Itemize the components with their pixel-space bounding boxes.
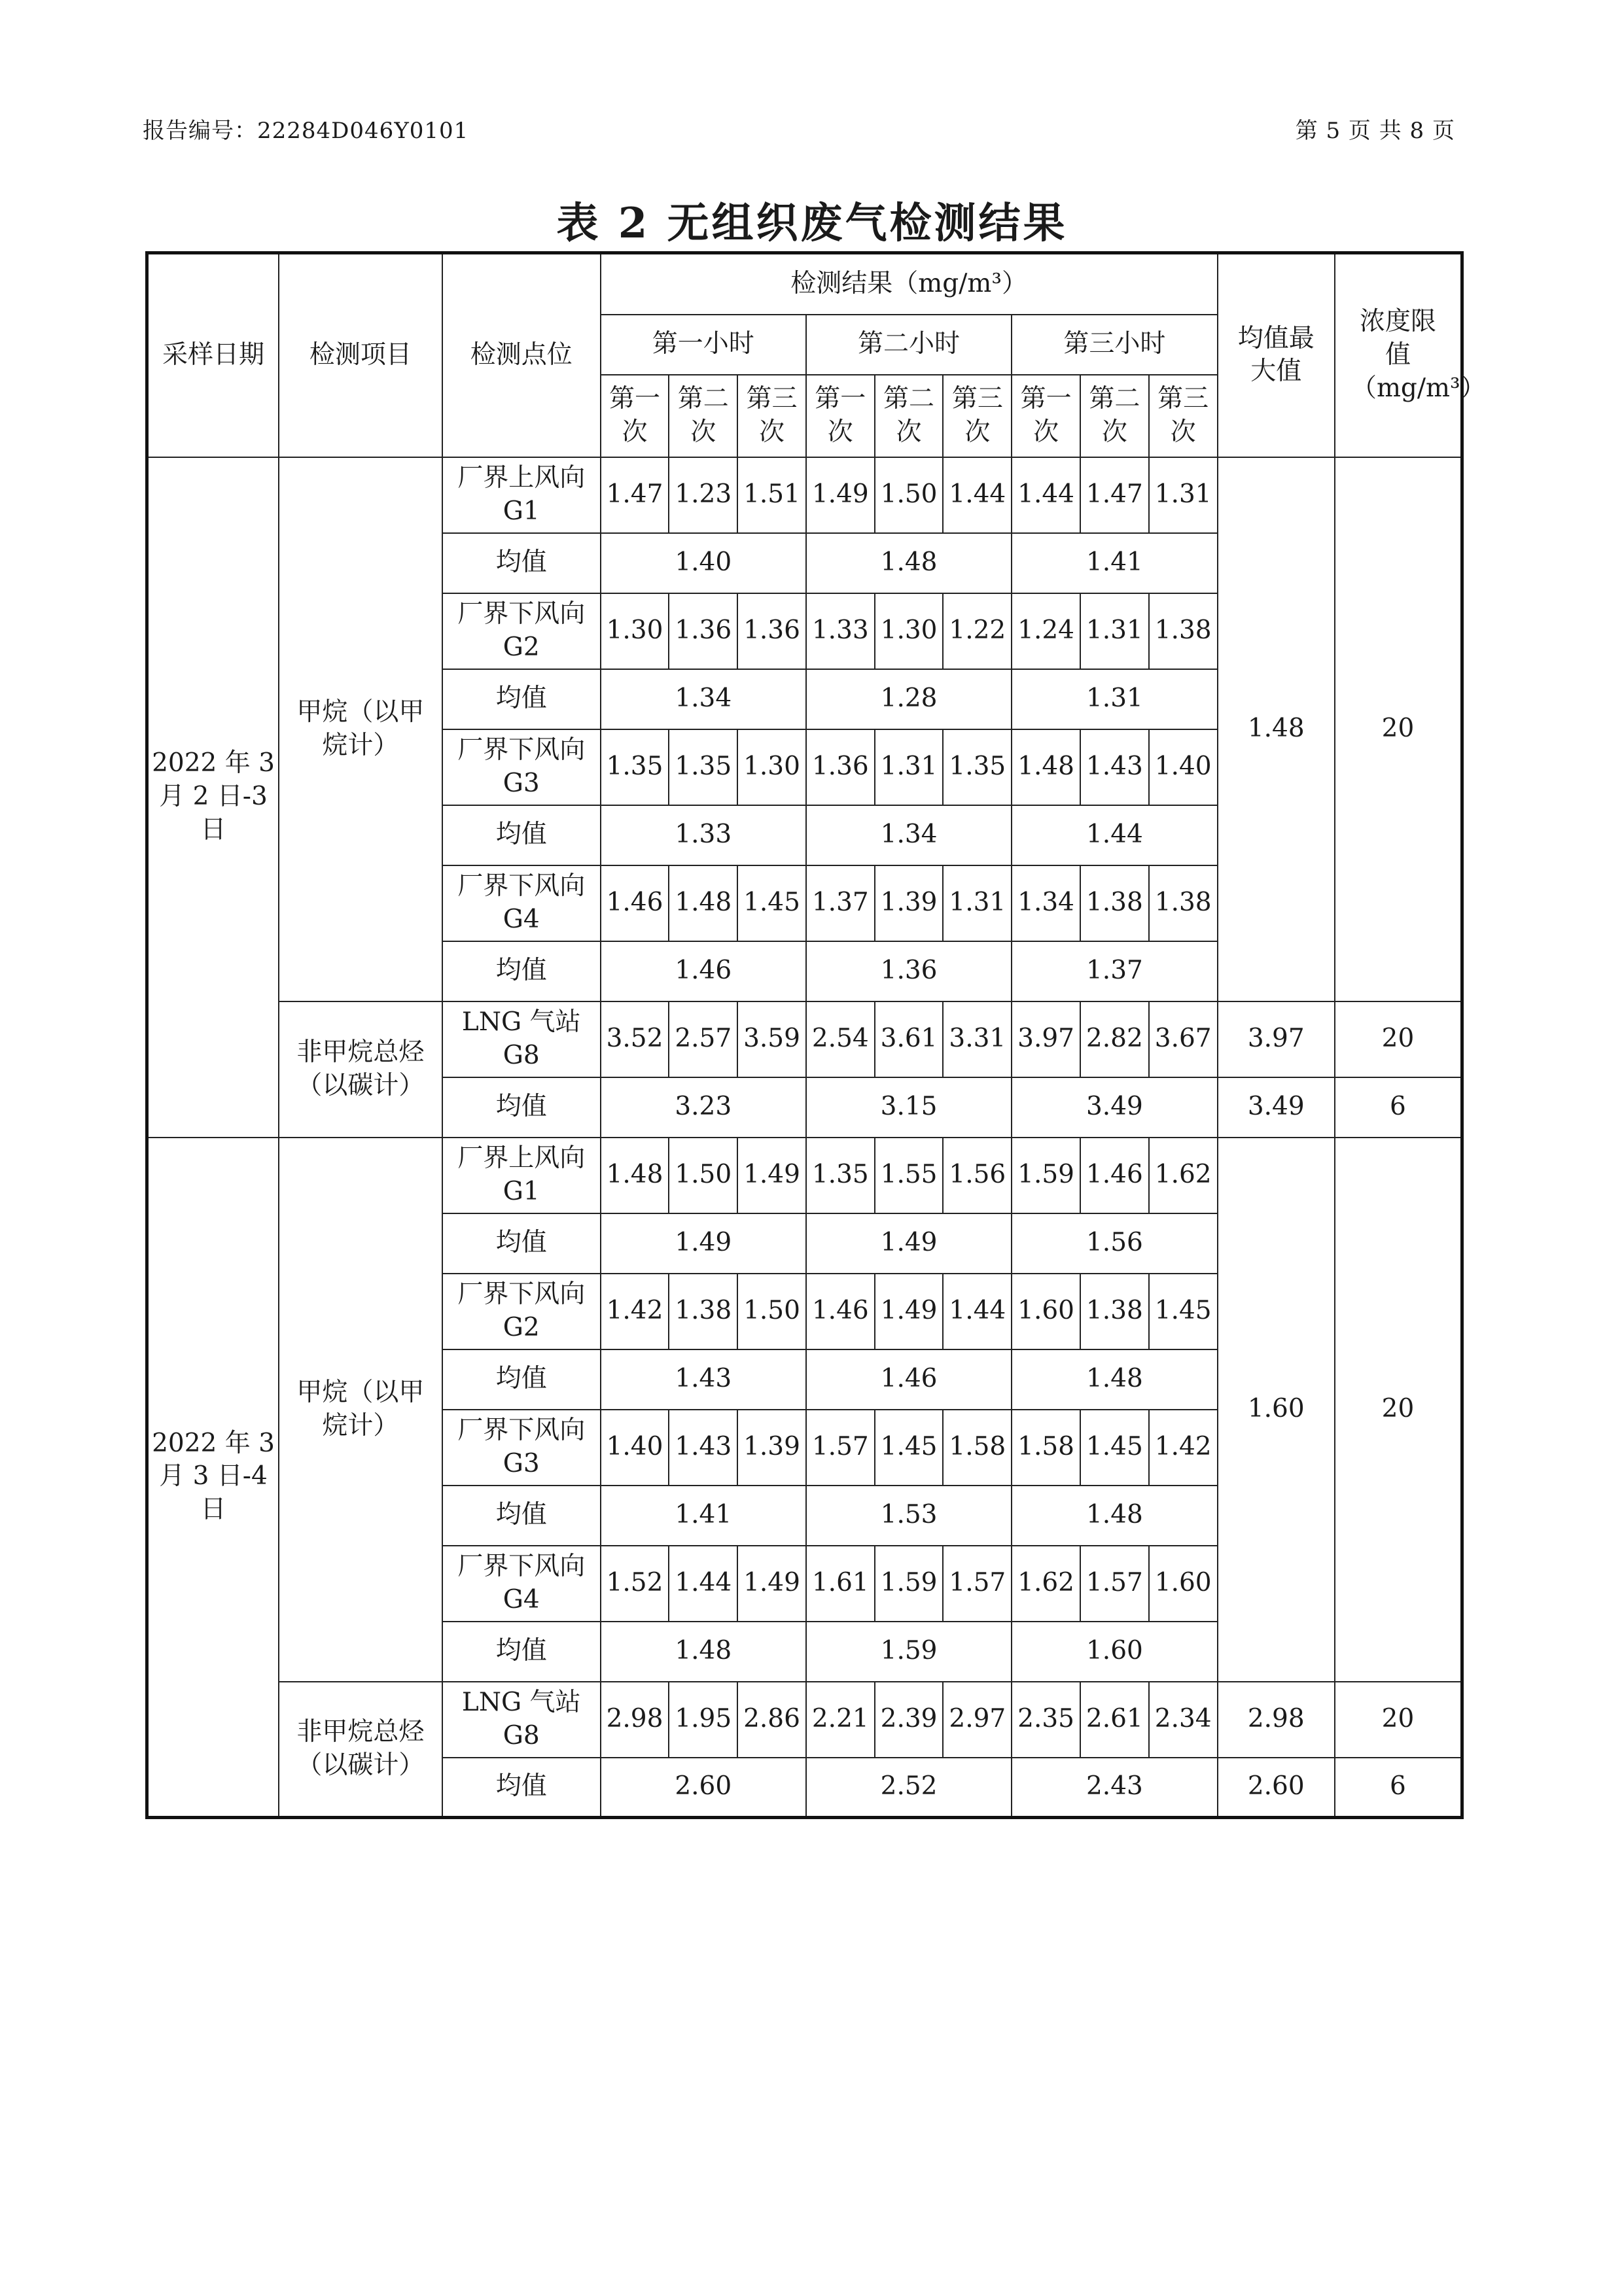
test-point: 厂界上风向 G1 [442, 457, 601, 533]
value-cell: 1.49 [737, 1546, 806, 1622]
value-cell: 3.97 [1012, 1001, 1080, 1077]
results-table [145, 251, 1486, 1819]
col-h3-t3: 第三次 [1149, 375, 1218, 457]
value-cell: 1.59 [1012, 1138, 1080, 1213]
col-limit: 浓度限值（mg/m³） [1335, 253, 1462, 457]
value-cell: 1.51 [737, 457, 806, 533]
value-cell: 1.31 [875, 729, 944, 805]
col-hour-2: 第二小时 [806, 315, 1012, 375]
limit-cell: 6 [1335, 1758, 1462, 1818]
value-cell: 1.30 [737, 729, 806, 805]
value-cell: 1.61 [806, 1546, 875, 1622]
value-cell: 3.52 [601, 1001, 669, 1077]
col-h2-t2: 第二次 [875, 375, 944, 457]
hour-mean-cell: 1.34 [601, 669, 806, 729]
value-cell: 3.61 [875, 1001, 944, 1077]
value-cell: 1.37 [806, 865, 875, 941]
hour-mean-cell: 1.49 [806, 1213, 1012, 1274]
test-point: 厂界上风向 G1 [442, 1138, 601, 1213]
hour-mean-cell: 1.43 [601, 1349, 806, 1410]
hour-mean-cell: 1.31 [1012, 669, 1217, 729]
mean-label: 均值 [442, 805, 601, 865]
page-indicator: 第 5 页 共 8 页 [1295, 118, 1455, 144]
hour-mean-cell: 1.46 [601, 941, 806, 1001]
hour-mean-cell: 1.41 [601, 1486, 806, 1546]
value-cell: 2.86 [737, 1682, 806, 1758]
col-mean-max: 均值最大值 [1218, 253, 1335, 457]
hour-mean-cell: 1.44 [1012, 805, 1217, 865]
hour-mean-cell: 1.53 [806, 1486, 1012, 1546]
mean-max-cell: 3.49 [1218, 1077, 1335, 1138]
mean-label: 均值 [442, 1213, 601, 1274]
value-cell: 1.52 [601, 1546, 669, 1622]
value-cell: 1.55 [875, 1138, 944, 1213]
hour-mean-cell: 1.59 [806, 1622, 1012, 1682]
hour-mean-cell: 1.49 [601, 1213, 806, 1274]
value-cell: 1.50 [875, 457, 944, 533]
test-point: 厂界下风向 G4 [442, 865, 601, 941]
value-cell: 1.95 [669, 1682, 737, 1758]
value-cell: 1.31 [1080, 593, 1149, 669]
value-cell: 1.56 [943, 1138, 1012, 1213]
hour-mean-cell: 3.49 [1012, 1077, 1217, 1138]
table-row [147, 1001, 1462, 1077]
value-cell: 1.50 [669, 1138, 737, 1213]
methane-limit: 20 [1335, 457, 1462, 1001]
mean-max-cell: 2.60 [1218, 1758, 1335, 1818]
value-cell: 1.58 [1012, 1410, 1080, 1486]
test-point: 厂界下风向 G4 [442, 1546, 601, 1622]
value-cell: 2.82 [1080, 1001, 1149, 1077]
value-cell: 2.54 [806, 1001, 875, 1077]
value-cell: 3.31 [943, 1001, 1012, 1077]
value-cell: 1.38 [1080, 865, 1149, 941]
value-cell: 1.35 [669, 729, 737, 805]
mean-label: 均值 [442, 1758, 601, 1818]
hour-mean-cell: 2.52 [806, 1758, 1012, 1818]
hour-mean-cell: 1.40 [601, 533, 806, 593]
hour-mean-cell: 2.43 [1012, 1758, 1217, 1818]
value-cell: 1.62 [1012, 1546, 1080, 1622]
value-cell: 1.48 [669, 865, 737, 941]
value-cell: 1.45 [1149, 1274, 1218, 1349]
mean-label: 均值 [442, 533, 601, 593]
value-cell: 1.60 [1149, 1546, 1218, 1622]
value-cell: 1.57 [1080, 1546, 1149, 1622]
test-point: LNG 气站 G8 [442, 1682, 601, 1758]
value-cell: 2.34 [1149, 1682, 1218, 1758]
test-item-nmhc: 非甲烷总烃（以碳计） [279, 1682, 442, 1818]
hour-mean-cell: 3.23 [601, 1077, 806, 1138]
report-number: 报告编号：22284D046Y0101 [143, 118, 469, 144]
value-cell: 1.24 [1012, 593, 1080, 669]
value-cell: 1.43 [1080, 729, 1149, 805]
value-cell: 1.38 [1149, 593, 1218, 669]
mean-max-cell: 3.97 [1218, 1001, 1335, 1077]
value-cell: 1.39 [737, 1410, 806, 1486]
mean-label: 均值 [442, 1349, 601, 1410]
col-results: 检测结果（mg/m³） [601, 253, 1218, 315]
value-cell: 1.40 [1149, 729, 1218, 805]
limit-cell: 20 [1335, 1682, 1462, 1758]
value-cell: 1.30 [875, 593, 944, 669]
value-cell: 1.40 [601, 1410, 669, 1486]
value-cell: 3.67 [1149, 1001, 1218, 1077]
value-cell: 1.44 [1012, 457, 1080, 533]
mean-label: 均值 [442, 669, 601, 729]
test-item-nmhc: 非甲烷总烃（以碳计） [279, 1001, 442, 1138]
test-item-methane: 甲烷（以甲烷计） [279, 457, 442, 1001]
value-cell: 1.48 [1012, 729, 1080, 805]
value-cell: 1.38 [669, 1274, 737, 1349]
mean-max-cell: 2.98 [1218, 1682, 1335, 1758]
table-row [147, 457, 1462, 533]
value-cell: 1.60 [1012, 1274, 1080, 1349]
value-cell: 1.49 [875, 1274, 944, 1349]
test-point: 厂界下风向 G2 [442, 593, 601, 669]
value-cell: 1.50 [737, 1274, 806, 1349]
hour-mean-cell: 1.46 [806, 1349, 1012, 1410]
value-cell: 1.42 [601, 1274, 669, 1349]
value-cell: 1.57 [943, 1546, 1012, 1622]
value-cell: 1.58 [943, 1410, 1012, 1486]
hour-mean-cell: 1.48 [1012, 1349, 1217, 1410]
mean-label: 均值 [442, 1486, 601, 1546]
value-cell: 1.34 [1012, 865, 1080, 941]
header-row-1 [147, 253, 1462, 315]
value-cell: 1.43 [669, 1410, 737, 1486]
hour-mean-cell: 1.60 [1012, 1622, 1217, 1682]
hour-mean-cell: 1.36 [806, 941, 1012, 1001]
hour-mean-cell: 2.60 [601, 1758, 806, 1818]
hour-mean-cell: 1.33 [601, 805, 806, 865]
hour-mean-cell: 1.37 [1012, 941, 1217, 1001]
value-cell: 1.23 [669, 457, 737, 533]
col-test-item: 检测项目 [279, 253, 442, 457]
value-cell: 2.39 [875, 1682, 944, 1758]
hour-mean-cell: 1.41 [1012, 533, 1217, 593]
value-cell: 2.57 [669, 1001, 737, 1077]
col-h3-t1: 第一次 [1012, 375, 1080, 457]
methane-limit: 20 [1335, 1138, 1462, 1682]
col-h3-t2: 第二次 [1080, 375, 1149, 457]
value-cell: 1.47 [1080, 457, 1149, 533]
value-cell: 1.31 [1149, 457, 1218, 533]
value-cell: 1.35 [806, 1138, 875, 1213]
value-cell: 1.44 [943, 1274, 1012, 1349]
value-cell: 1.35 [943, 729, 1012, 805]
col-h1-t2: 第二次 [669, 375, 737, 457]
col-sampling-date: 采样日期 [147, 253, 279, 457]
value-cell: 1.38 [1149, 865, 1218, 941]
sampling-date: 2022 年 3 月 3 日-4 日 [147, 1138, 279, 1818]
value-cell: 1.46 [806, 1274, 875, 1349]
col-h2-t3: 第三次 [943, 375, 1012, 457]
limit-cell: 6 [1335, 1077, 1462, 1138]
test-point: LNG 气站 G8 [442, 1001, 601, 1077]
sampling-date: 2022 年 3 月 2 日-3 日 [147, 457, 279, 1138]
value-cell: 2.21 [806, 1682, 875, 1758]
methane-mean-max: 1.48 [1218, 457, 1335, 1001]
test-point: 厂界下风向 G2 [442, 1274, 601, 1349]
methane-mean-max: 1.60 [1218, 1138, 1335, 1682]
value-cell: 1.22 [943, 593, 1012, 669]
test-point: 厂界下风向 G3 [442, 729, 601, 805]
test-point: 厂界下风向 G3 [442, 1410, 601, 1486]
value-cell: 1.45 [737, 865, 806, 941]
value-cell: 1.45 [875, 1410, 944, 1486]
value-cell: 1.30 [601, 593, 669, 669]
value-cell: 1.39 [875, 865, 944, 941]
mean-label: 均值 [442, 1622, 601, 1682]
value-cell: 3.59 [737, 1001, 806, 1077]
table-row [147, 1682, 1462, 1758]
value-cell: 1.62 [1149, 1138, 1218, 1213]
hour-mean-cell: 1.48 [601, 1622, 806, 1682]
value-cell: 1.46 [1080, 1138, 1149, 1213]
value-cell: 1.42 [1149, 1410, 1218, 1486]
table-title: 表 2 无组织废气检测结果 [556, 199, 1068, 248]
value-cell: 2.98 [601, 1682, 669, 1758]
value-cell: 1.48 [601, 1138, 669, 1213]
value-cell: 1.36 [669, 593, 737, 669]
value-cell: 1.45 [1080, 1410, 1149, 1486]
value-cell: 1.36 [806, 729, 875, 805]
col-h1-t3: 第三次 [737, 375, 806, 457]
value-cell: 1.47 [601, 457, 669, 533]
value-cell: 1.49 [806, 457, 875, 533]
hour-mean-cell: 1.34 [806, 805, 1012, 865]
value-cell: 1.33 [806, 593, 875, 669]
value-cell: 1.49 [737, 1138, 806, 1213]
hour-mean-cell: 1.28 [806, 669, 1012, 729]
value-cell: 2.35 [1012, 1682, 1080, 1758]
col-h1-t1: 第一次 [601, 375, 669, 457]
col-h2-t1: 第一次 [806, 375, 875, 457]
value-cell: 1.31 [943, 865, 1012, 941]
hour-mean-cell: 1.56 [1012, 1213, 1217, 1274]
value-cell: 1.59 [875, 1546, 944, 1622]
hour-mean-cell: 1.48 [1012, 1486, 1217, 1546]
value-cell: 1.38 [1080, 1274, 1149, 1349]
value-cell: 1.44 [943, 457, 1012, 533]
value-cell: 2.61 [1080, 1682, 1149, 1758]
col-test-point: 检测点位 [442, 253, 601, 457]
value-cell: 1.44 [669, 1546, 737, 1622]
col-hour-3: 第三小时 [1012, 315, 1217, 375]
limit-cell: 20 [1335, 1001, 1462, 1077]
value-cell: 1.36 [737, 593, 806, 669]
value-cell: 2.97 [943, 1682, 1012, 1758]
value-cell: 1.46 [601, 865, 669, 941]
value-cell: 1.35 [601, 729, 669, 805]
table-row [147, 1138, 1462, 1213]
col-hour-1: 第一小时 [601, 315, 806, 375]
test-item-methane: 甲烷（以甲烷计） [279, 1138, 442, 1682]
mean-label: 均值 [442, 1077, 601, 1138]
hour-mean-cell: 1.48 [806, 533, 1012, 593]
hour-mean-cell: 3.15 [806, 1077, 1012, 1138]
mean-label: 均值 [442, 941, 601, 1001]
results-table-body [147, 253, 1486, 1818]
value-cell: 1.57 [806, 1410, 875, 1486]
